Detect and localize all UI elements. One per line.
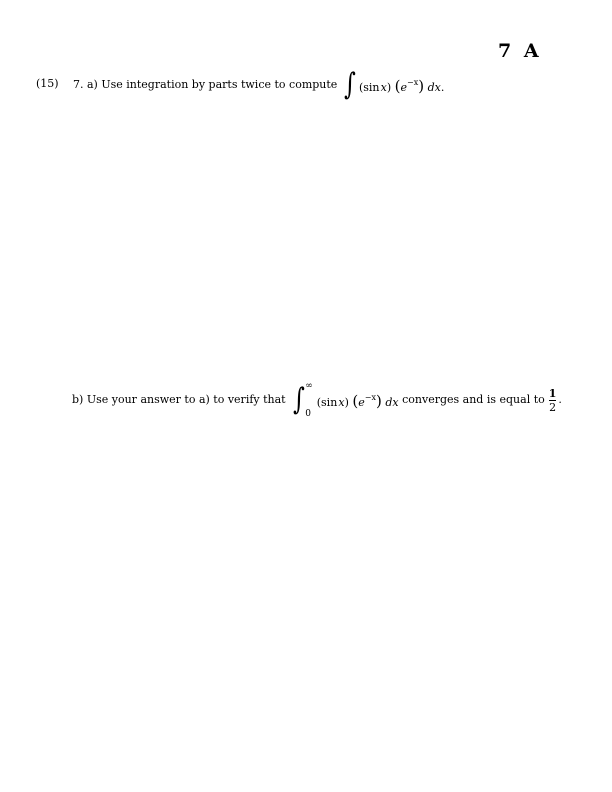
- integral-sign-icon: ∫: [344, 67, 356, 102]
- definite-integral-sign-icon: ∫: [292, 382, 305, 417]
- fraction-denominator: 2: [549, 400, 557, 414]
- fraction-numerator: 1: [548, 386, 557, 400]
- integral-limits: [305, 381, 313, 419]
- part-b-integrand: (sin x) $(e^{-x})$ dx: [316, 391, 399, 410]
- problem-id: [498, 40, 539, 62]
- upper-limit: ∞: [305, 381, 313, 391]
- one-half-fraction: [549, 387, 557, 414]
- part-b-label: b): [72, 393, 84, 406]
- problem-number: 7: [498, 40, 512, 62]
- part-b-text-after: converges and is equal to: [402, 393, 545, 406]
- part-b-differential: dx: [385, 395, 399, 409]
- part-b-text: Use your answer to a) to verify that: [86, 393, 286, 406]
- part-a-text: Use integration by parts twice to compute: [101, 78, 338, 91]
- part-a-label: 7. a): [73, 78, 98, 91]
- problem-version: A: [523, 40, 539, 62]
- part-a-differential: dx: [427, 80, 441, 94]
- part-a-integrand: (sin x) $(e^{-x})$ dx.: [358, 76, 445, 95]
- question-part-a: [73, 66, 444, 104]
- question-part-b: b) Use your answer to a) to verify that ∫ ∞ 0 (sin x) $(e^{-x})$ dx converges and is equal to $\frac{1}{2}$ .: [72, 381, 562, 419]
- points-label: (15): [36, 77, 59, 90]
- lower-limit: 0: [305, 409, 311, 419]
